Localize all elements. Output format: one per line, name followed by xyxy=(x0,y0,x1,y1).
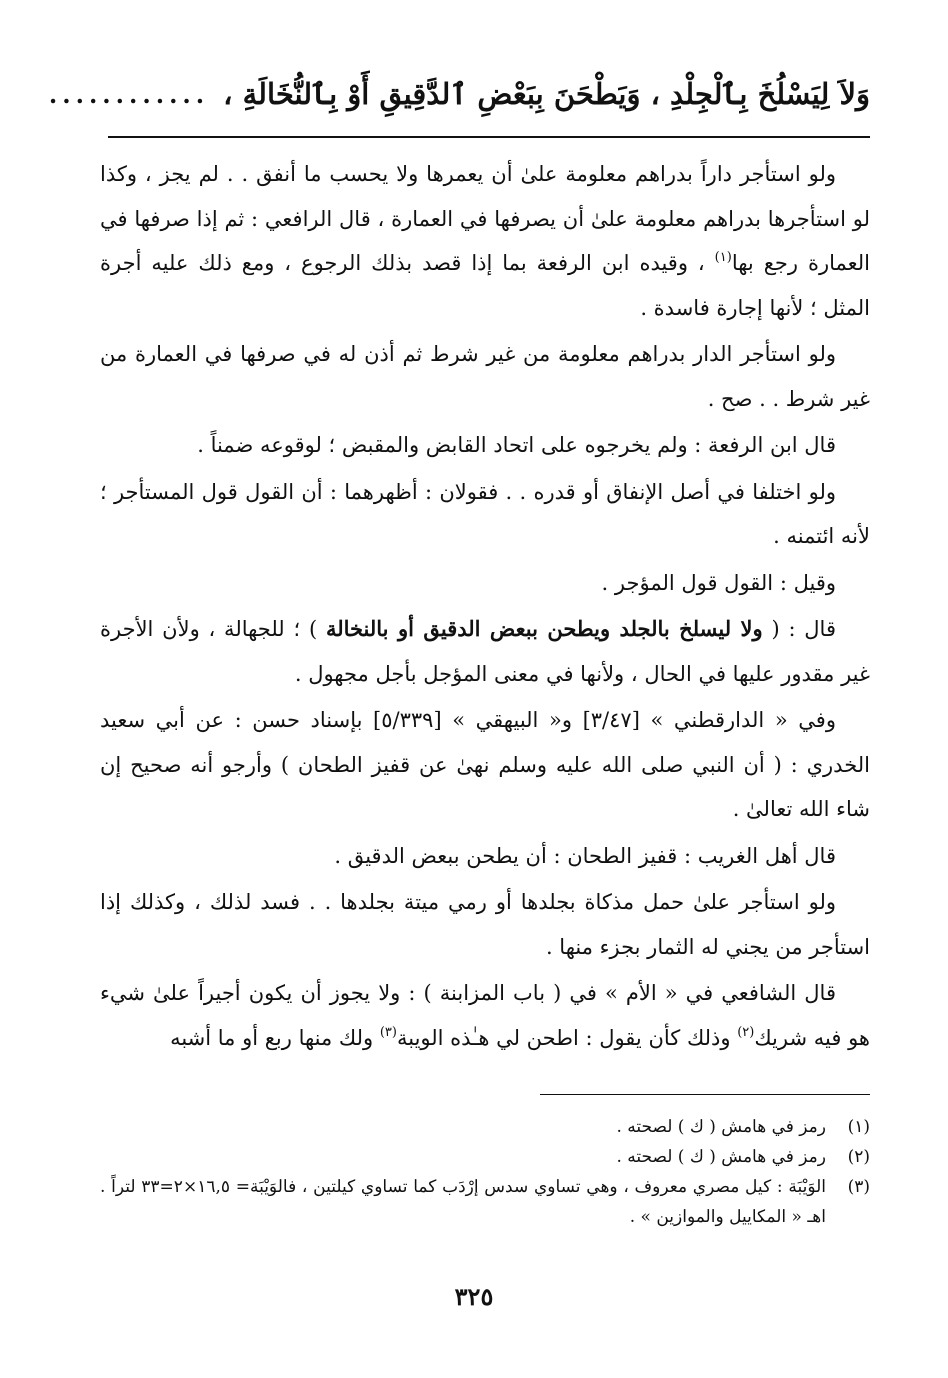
main-text xyxy=(100,152,870,1060)
running-header xyxy=(48,68,870,120)
footnote xyxy=(100,1172,870,1232)
body-paragraph xyxy=(100,834,870,879)
footnote-number: (٣) xyxy=(847,1177,870,1197)
paragraph-text: قال : ( xyxy=(762,617,836,641)
paragraph-text: قال ابن الرفعة : ولم يخرجوه على اتحاد القابض والمقبض ؛ لوقوعه ضمناً . xyxy=(197,433,836,457)
paragraph-text: ولو استأجر داراً بدراهم معلومة علىٰ أن يعمرها ولا يحسب ما أنفق . . لم يجز ، وكذا لو استأجرها بدراهم معلومة علىٰ أن يصرفها في العمارة ، قال الرافعي : ثم إذا صرفها في العمارة رجع بها xyxy=(100,162,870,275)
footnote-text: رمز في هامش ( ك ) لصحته . xyxy=(616,1117,826,1137)
footnotes xyxy=(100,1112,870,1232)
paragraph-text: ولو استأجر علىٰ حمل مذكاة بجلدها أو رمي ميتة بجلدها . . فسد لذلك ، وكذلك إذا استأجر من يجني له الثمار بجزء منها . xyxy=(100,890,870,959)
body-paragraph xyxy=(100,561,870,606)
header-title: وَلاَ لِيَسْلُخَ بِٱلْجِلْدِ ، وَيَطْحَنَ بِبَعْضِ ٱلدَّقِيقِ أَوْ بِٱلنُّخَالَةِ ، xyxy=(223,77,870,111)
header-dots: ............ xyxy=(48,79,210,109)
paragraph-text: ولو استأجر الدار بدراهم معلومة من غير شرط ثم أذن له في صرفها في العمارة من غير شرط . . صح . xyxy=(100,342,870,411)
body-paragraph xyxy=(100,423,870,468)
page-number: ٣٢٥ xyxy=(454,1282,494,1311)
footnote-text: رمز في هامش ( ك ) لصحته . xyxy=(616,1147,826,1167)
body-paragraph xyxy=(100,880,870,969)
paragraph-text: ) ؛ للجهالة ، ولأن الأجرة غير مقدور عليها في الحال ، ولأنها في معنى المؤجل بأجل مجهول . xyxy=(100,617,870,686)
quoted-matn: ولا ليسلخ بالجلد ويطحن ببعض الدقيق أو بالنخالة xyxy=(325,616,763,641)
footnote-number: (١) xyxy=(847,1117,870,1137)
paragraph-text: وذلك كأن يقول : اطحن لي هـٰذه الويبة xyxy=(396,1025,738,1050)
body-paragraph xyxy=(100,470,870,559)
body-paragraph xyxy=(100,698,870,832)
footnote-text: الوَيْبَة : كيل مصري معروف ، وهي تساوي سدس إرْدَب كما تساوي كيلتين ، فالوَيْبَة= ١٦,٥×٢=٣٣ لتراً . اهـ « المكاييل والموازين » . xyxy=(100,1177,827,1227)
header-rule xyxy=(108,136,870,138)
paragraph-text: ولو اختلفا في أصل الإنفاق أو قدره . . فقولان : أظهرهما : أن القول قول المستأجر ؛ لأنه ائتمنه . xyxy=(100,479,870,548)
footnote-ref: (١) xyxy=(714,250,732,265)
paragraph-text: قال أهل الغريب : قفيز الطحان : أن يطحن ببعض الدقيق . xyxy=(334,843,836,868)
paragraph-text: وفي « الدارقطني » [٣/٤٧] و« البيهقي » [٥/٣٣٩] بإسناد حسن : عن أبي سعيد الخدري : ( أن النبي صلى الله عليه وسلم نهىٰ عن قفيز الطحان ) وأرجو أنه صحيح إن شاء الله تعالىٰ . xyxy=(100,708,870,821)
body-paragraph xyxy=(100,971,870,1060)
body-paragraph xyxy=(100,152,870,330)
body-paragraph xyxy=(100,332,870,421)
footnote-ref: (٢) xyxy=(737,1024,755,1040)
footnote xyxy=(100,1112,870,1142)
footnote-number: (٢) xyxy=(847,1147,870,1167)
paragraph-text: ولك منها ربع أو ما أشبه xyxy=(170,1025,380,1050)
footnote xyxy=(100,1142,870,1172)
footnote-ref: (٣) xyxy=(379,1024,397,1040)
paragraph-text: وقيل : القول قول المؤجر . xyxy=(601,570,836,595)
paragraph-text: قال الشافعي في « الأم » في ( باب المزابنة ) : ولا يجوز أن يكون أجيراً علىٰ شيء هو فيه شريك xyxy=(100,981,870,1050)
body-paragraph xyxy=(100,607,870,696)
paragraph-text: ، وقيده ابن الرفعة بما إذا قصد بذلك الرجوع ، ومع ذلك عليه أجرة المثل ؛ لأنها إجارة فاسدة . xyxy=(100,251,870,320)
footnote-separator xyxy=(540,1094,870,1095)
